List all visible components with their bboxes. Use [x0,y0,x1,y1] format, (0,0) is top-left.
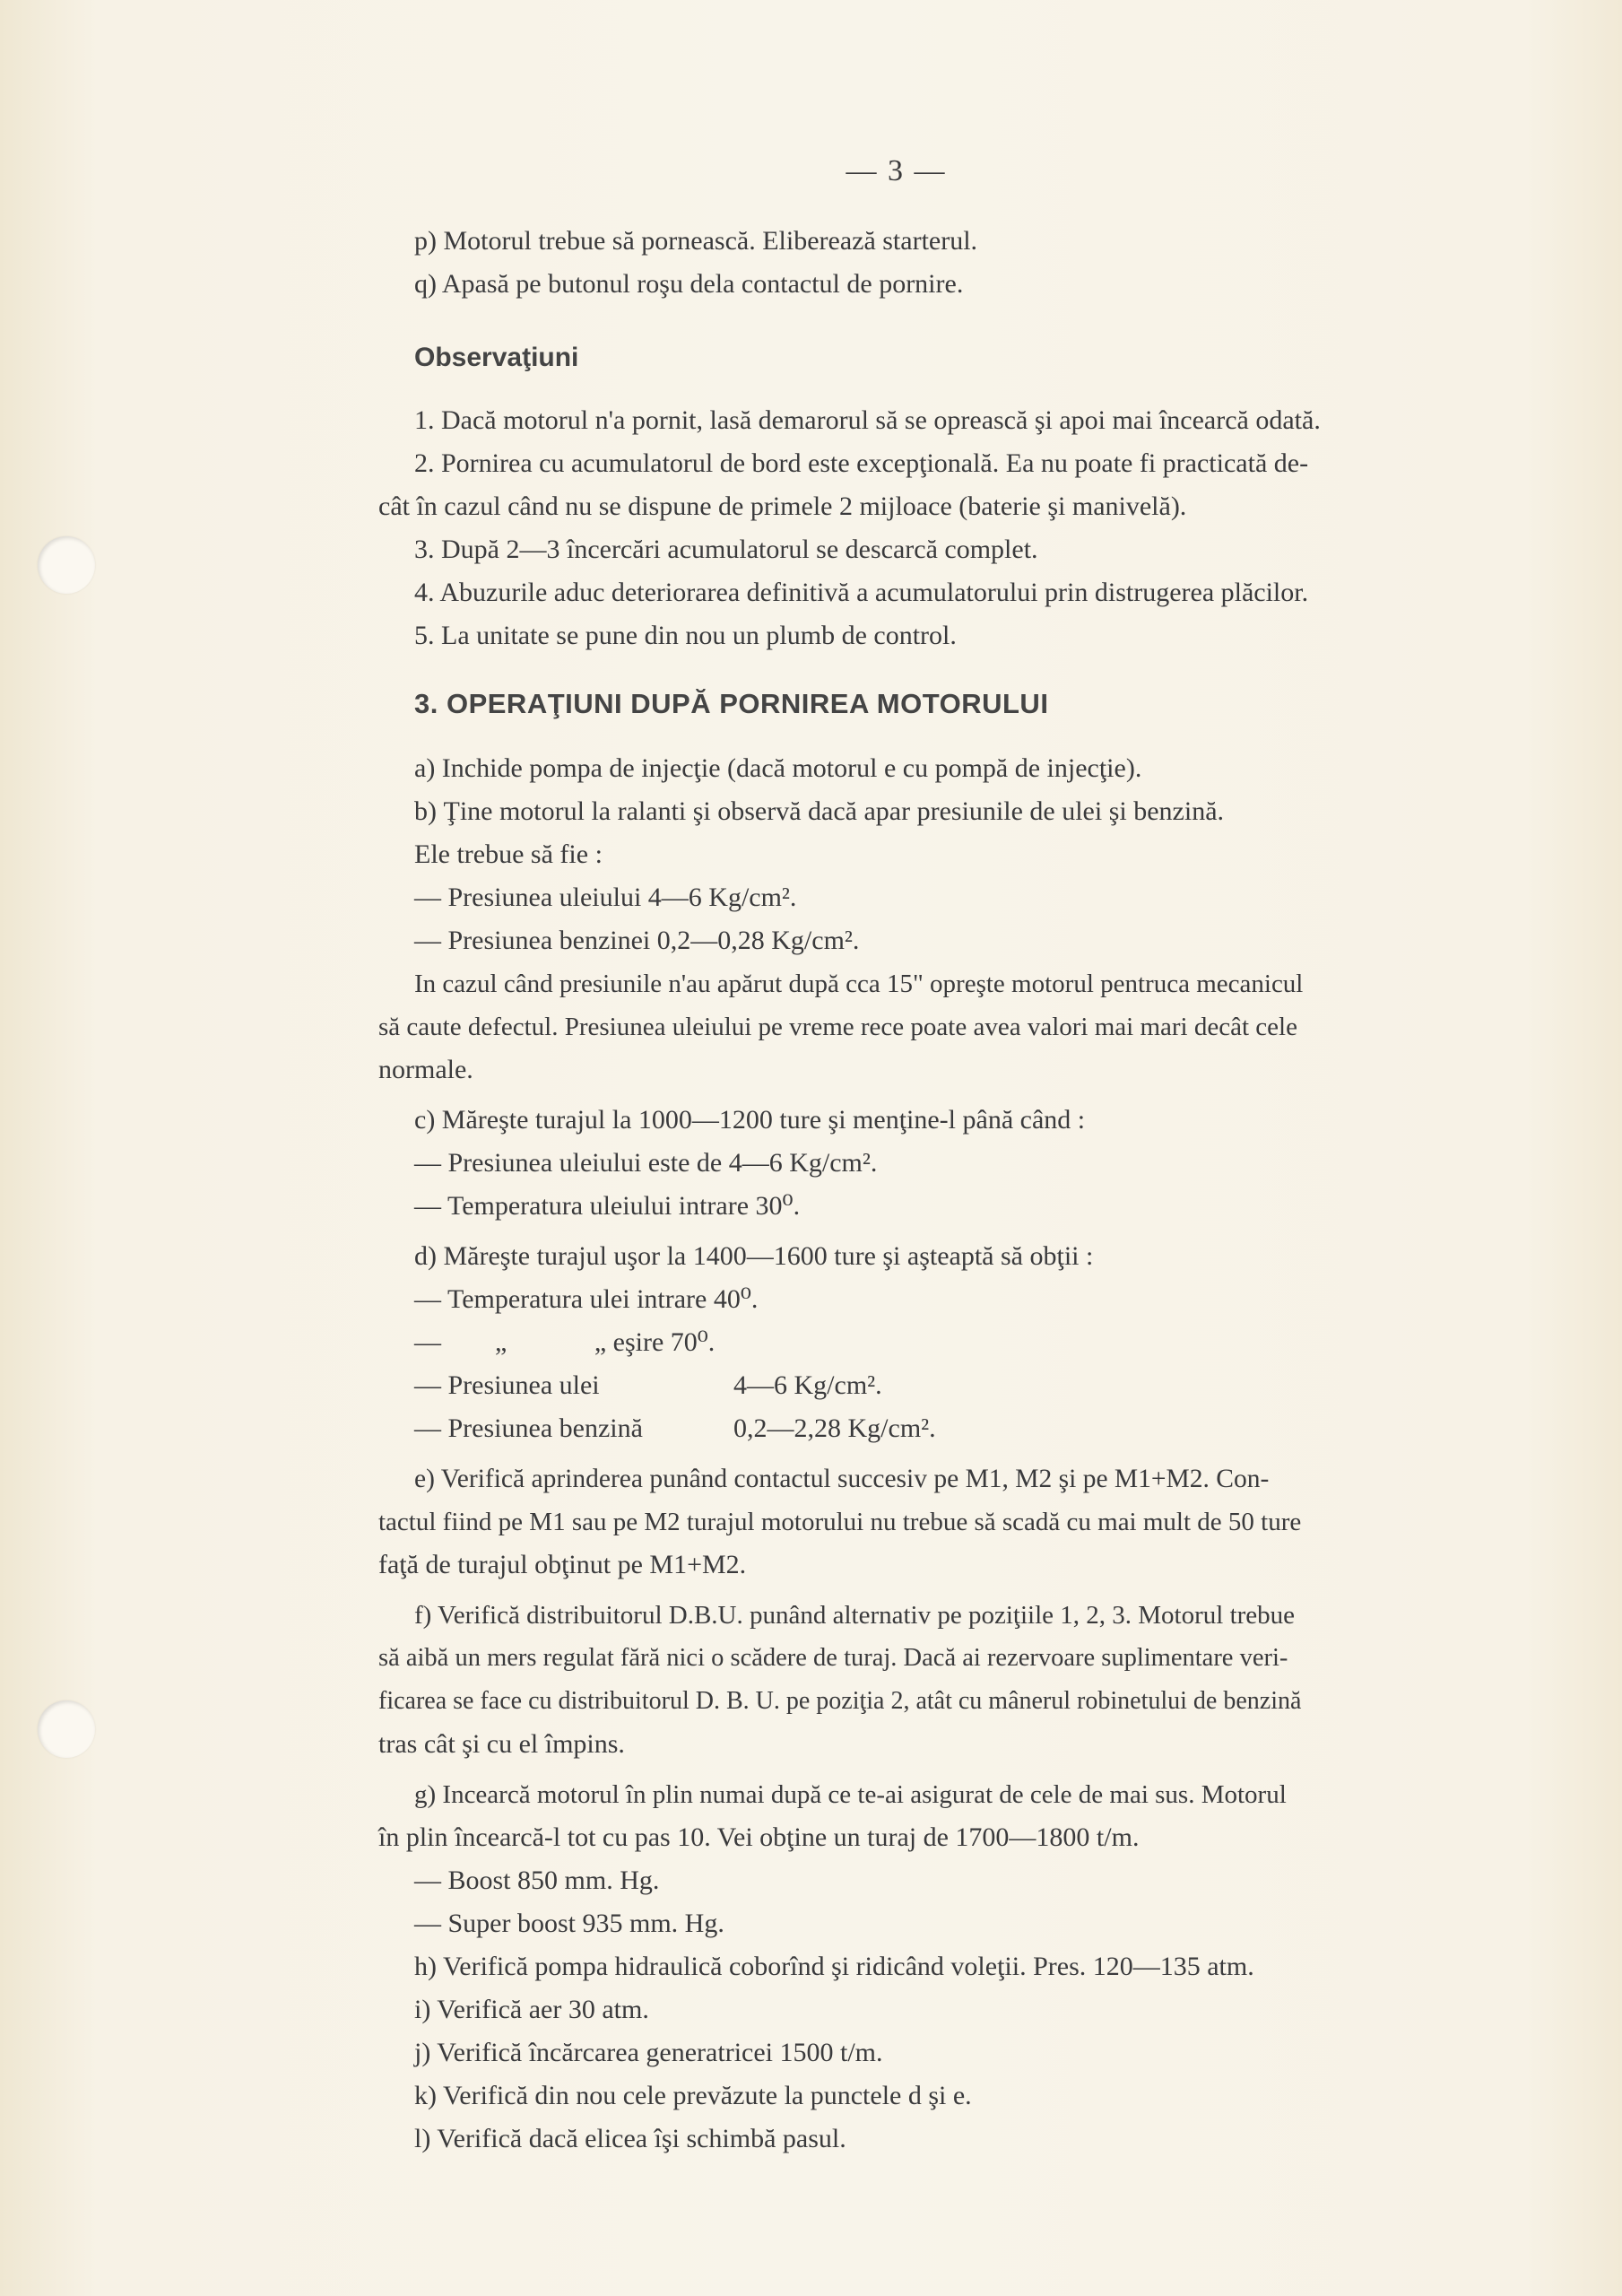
step-q: q) Apasă pe butonul roşu dela contactul de pornire. [414,269,964,299]
step-g-item-2: — Super boost 935 mm. Hg. [414,1909,724,1938]
step-e-1: e) Verifică aprinderea punând contactul succesiv pe M1, M2 şi pe M1+M2. Con- [414,1465,1270,1493]
step-d-pressure-oil [414,1364,1499,1407]
step-b-item-1: — Presiunea uleiului 4—6 Kg/cm². [414,883,797,912]
step-f-1: f) Verifică distribuitorul D.B.U. punând alternativ pe poziţiile 1, 2, 3. Motorul trebue [414,1601,1296,1630]
step-e-2: tactul fiind pe M1 sau pe M2 turajul motorului nu trebue să scadă cu mai mult de 50 ture [378,1508,1302,1536]
punch-hole-bottom [38,1700,95,1758]
step-f-3: ficarea se face cu distribuitorul D. B. U. pe poziţia 2, atât cu mânerul robinetului de benzină [378,1687,1302,1715]
step-c: c) Măreşte turajul la 1000—1200 ture şi menţine-l până când : [414,1105,1086,1135]
step-f-2: să aibă un mers regulat fără nici o scădere de turaj. Dacă ai rezervoare suplimentare veri- [378,1644,1288,1672]
observations-heading: Observaţiuni [414,343,579,372]
step-h: h) Verifică pompa hidraulică coborînd şi ridicând voleţii. Pres. 120—135 atm. [414,1952,1254,1981]
step-l: l) Verifică dacă elicea îşi schimbă pasul. [414,2124,846,2153]
pressure-fuel-value: 0,2—2,28 Kg/cm². [733,1413,936,1443]
page-number: — 3 — [846,154,947,187]
step-a: a) Inchide pompa de injecţie (dacă motorul e cu pompă de injecţie). [414,753,1142,783]
step-b-note-1: In cazul când presiunile n'au apărut după cca 15" opreşte motorul pentruca mecanicul [414,970,1304,998]
step-f-4: tras cât şi cu el împins. [378,1729,625,1759]
step-b-item-2: — Presiunea benzinei 0,2—0,28 Kg/cm². [414,926,860,955]
step-g-2: în plin încearcă-l tot cu pas 10. Vei obţine un turaj de 1700—1800 t/m. [378,1822,1140,1852]
step-i: i) Verifică aer 30 atm. [414,1995,649,2024]
step-d: d) Măreşte turajul uşor la 1400—1600 ture şi aşteaptă să obţii : [414,1241,1094,1271]
pressure-fuel-label: — Presiunea benzină [414,1413,643,1443]
step-b: b) Ţine motorul la ralanti şi observă dacă apar presiunile de ulei şi benzină. [414,796,1225,826]
observation-4: 4. Abuzurile aduc deteriorarea definitivă a acumulatorului prin distrugerea plăcilor. [414,578,1309,607]
observation-5: 5. La unitate se pune din nou un plumb de control. [414,621,957,650]
step-k: k) Verifică din nou cele prevăzute la punctele d şi e. [414,2081,972,2110]
observation-2-cont: cât în cazul când nu se dispune de primele 2 mijloace (baterie şi manivelă). [378,491,1187,521]
observation-1: 1. Dacă motorul n'a pornit, lasă demarorul să se oprească şi apoi mai încearcă odată. [414,405,1321,435]
step-g-1: g) Incearcă motorul în plin numai după ce te-ai asigurat de cele de mai sus. Motorul [414,1780,1287,1809]
pressure-oil-value: 4—6 Kg/cm². [733,1370,882,1400]
step-e-3: faţă de turajul obţinut pe M1+M2. [378,1550,747,1579]
step-b-sub: Ele trebue să fie : [414,839,603,869]
punch-hole-top [38,536,95,594]
pressure-oil-label: — Presiunea ulei [414,1370,600,1400]
step-p: p) Motorul trebue să pornească. Eliberează starterul. [414,226,978,256]
step-g-item-1: — Boost 850 mm. Hg. [414,1866,660,1895]
observation-3: 3. După 2—3 încercări acumulatorul se descarcă complet. [414,535,1038,564]
step-j: j) Verifică încărcarea generatricei 1500 t/m. [414,2038,883,2067]
observation-2: 2. Pornirea cu acumulatorul de bord este excepţională. Ea nu poate fi practicată de- [414,448,1309,478]
step-c-item-1: — Presiunea uleiului este de 4—6 Kg/cm². [414,1148,878,1178]
step-d-item-2: — „ „ eşire 70⁰. [414,1327,716,1357]
page-content [378,220,1499,2161]
step-b-note-3: normale. [378,1055,473,1084]
step-c-item-2: — Temperatura uleiului intrare 30⁰. [414,1191,801,1221]
step-b-note-2: să caute defectul. Presiunea uleiului pe vreme rece poate avea valori mai mari decât cele [378,1013,1297,1041]
step-d-item-1: — Temperatura ulei intrare 40⁰. [414,1284,759,1314]
section-heading: 3. OPERAŢIUNI DUPĂ PORNIREA MOTORULUI [414,688,1049,719]
step-d-pressure-fuel [414,1407,1499,1450]
